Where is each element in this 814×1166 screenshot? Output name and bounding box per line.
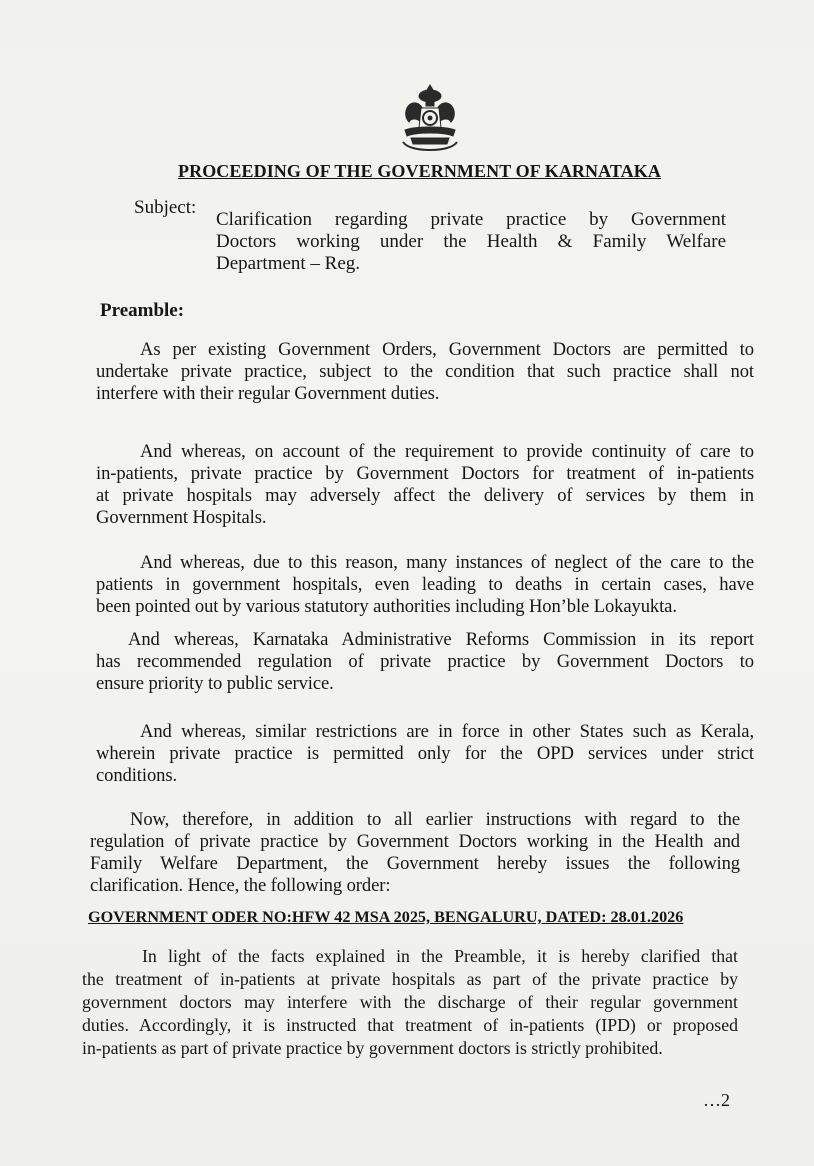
text-line: As per existing Government Orders, Government Doctors are permitted to — [140, 339, 754, 360]
preamble-paragraph-5 — [96, 721, 754, 787]
text-line: And whereas, Karnataka Administrative Reforms Commission in its report — [128, 629, 754, 650]
text-line: patients in government hospitals, even leading to deaths in certain cases, have — [96, 574, 754, 595]
subject-text — [216, 209, 726, 275]
text-line: conditions. — [96, 765, 178, 786]
preamble-paragraph-4 — [96, 629, 754, 695]
preamble-paragraph-2 — [96, 441, 754, 529]
text-line: has recommended regulation of private practice by Government Doctors to — [96, 651, 754, 672]
text-line: Family Welfare Department, the Government hereby issues the following — [90, 853, 740, 874]
preamble-paragraph-1 — [96, 339, 754, 405]
text-line: interfere with their regular Government duties. — [96, 383, 440, 404]
text-line: And whereas, similar restrictions are in force in other States such as Kerala, — [140, 721, 754, 742]
preamble-heading: Preamble: — [100, 300, 185, 321]
text-line: at private hospitals may adversely affect the delivery of services by them in — [96, 485, 754, 506]
text-line: And whereas, due to this reason, many instances of neglect of the care to the — [140, 552, 754, 573]
text-line: And whereas, on account of the requirement to provide continuity of care to — [140, 441, 754, 462]
text-line: undertake private practice, subject to the condition that such practice shall not — [96, 361, 754, 382]
text-line: wherein private practice is permitted only for the OPD services under strict — [96, 743, 754, 764]
document-title: PROCEEDING OF THE GOVERNMENT OF KARNATAKA — [178, 161, 661, 181]
preamble-paragraph-3 — [96, 552, 754, 618]
preamble-paragraph-6 — [90, 809, 740, 897]
text-line: clarification. Hence, the following order: — [90, 875, 391, 896]
text-line: the treatment of in-patients at private hospitals as part of the private practice by — [82, 969, 738, 989]
subject-line: Doctors working under the Health & Family Welfare — [216, 231, 726, 252]
text-line: ensure priority to public service. — [96, 673, 334, 694]
text-line: in-patients as part of private practice by government doctors is strictly prohibited. — [82, 1038, 663, 1058]
subject-label: Subject: — [134, 197, 197, 218]
text-line: In light of the facts explained in the Preamble, it is hereby clarified that — [142, 946, 738, 966]
text-line: been pointed out by various statutory authorities including Hon’ble Lokayukta. — [96, 596, 677, 617]
text-line: government doctors may interfere with the discharge of their regular government — [82, 992, 738, 1012]
page-number: …2 — [703, 1090, 730, 1110]
text-line: regulation of private practice by Government Doctors working in the Health and — [90, 831, 740, 852]
text-line: in-patients, private practice by Government Doctors for treatment of in-patients — [96, 463, 754, 484]
text-line: Now, therefore, in addition to all earlier instructions with regard to the — [130, 809, 740, 830]
subject-line: Department – Reg. — [216, 253, 361, 274]
subject-line: Clarification regarding private practice by Government — [216, 209, 726, 230]
text-line: duties. Accordingly, it is instructed that treatment of in-patients (IPD) or proposed — [82, 1015, 738, 1035]
order-paragraph — [82, 945, 738, 1060]
government-order-heading: GOVERNMENT ODER NO:HFW 42 MSA 2025, BENGALURU, DATED: 28.01.2026 — [88, 908, 684, 926]
karnataka-state-emblem-icon — [397, 82, 463, 152]
text-line: Government Hospitals. — [96, 507, 267, 528]
